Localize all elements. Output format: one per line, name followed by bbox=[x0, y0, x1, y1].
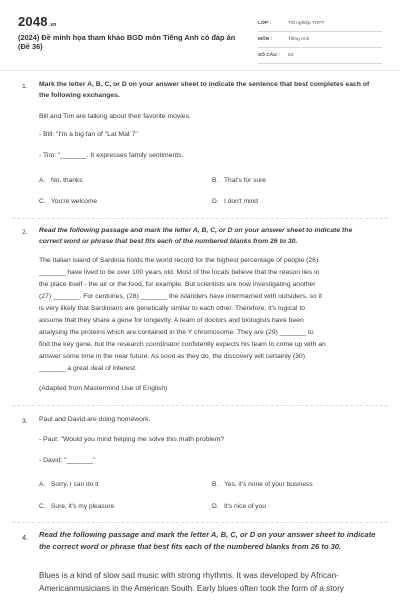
option-letter: A. bbox=[39, 177, 46, 184]
option-letter: C. bbox=[39, 503, 46, 510]
passage-line: is very likely that Sardinians are genetically similar to each other. Therefore, it's logical to bbox=[39, 305, 305, 312]
question-instruction: Read the following passage and mark the letter A, B, C, or D on your answer sheet to indicate the correct word or phrase that best fits each of the numbered blanks from 26 to 30. bbox=[39, 227, 353, 245]
question-instruction: Read the following passage and mark the letter A, B, C, or D on your answer sheet to indicate the correct word or phrase that best fits each of the numbered blanks from 26 to 30. bbox=[39, 530, 376, 552]
question-separator bbox=[12, 405, 388, 406]
passage-line: _______ have lived to be over 100 years old. Most of the locals believe that the reason lies in bbox=[39, 269, 320, 276]
option-text: Sure, it's my pleasure bbox=[51, 503, 115, 510]
meta-row-class bbox=[258, 16, 382, 32]
passage-line: find the key gene, but the research coordinator confidently expects his team to come up with an bbox=[39, 341, 326, 348]
option-text: Yes, it's none of your business bbox=[224, 481, 313, 488]
passage-line: analysing the proteins which are contained in the Y chromosome. They are (29) _______ to bbox=[39, 329, 314, 336]
meta-value: 53 bbox=[288, 53, 294, 58]
answer-option-a[interactable] bbox=[39, 177, 83, 184]
question-context: Paul and David are doing homework. bbox=[39, 416, 151, 423]
document-title: (2024) Đề minh họa tham khảo BGD môn Tiếng Anh có đáp án (Đề 36) bbox=[18, 33, 236, 51]
answer-option-d[interactable] bbox=[212, 503, 266, 510]
dialogue-line: - Tim: "_______. It expresses family sentiments. bbox=[39, 152, 184, 159]
option-text: I don't mind bbox=[224, 198, 258, 205]
option-letter: D. bbox=[212, 198, 219, 205]
question-number: 3. bbox=[22, 418, 28, 425]
meta-key: LỚP : bbox=[258, 21, 272, 26]
passage-line: (27) _______. For centuries, (28) _______ the islanders have intermarried with outsiders, so it bbox=[39, 293, 322, 300]
answer-option-b[interactable] bbox=[212, 177, 266, 184]
meta-key: MÔN : bbox=[258, 37, 273, 42]
dialogue-line: - Bill: "I'm a big fan of "Lat Mat 7" bbox=[39, 131, 138, 138]
meta-row-subject bbox=[258, 32, 382, 48]
question-separator bbox=[12, 522, 388, 523]
meta-value: Tốt nghiệp THPT bbox=[288, 21, 325, 26]
header-divider bbox=[0, 70, 400, 71]
meta-row-count bbox=[258, 48, 382, 64]
passage-source: (Adapted from Mastermind Use of English) bbox=[39, 385, 168, 392]
option-text: No, thanks bbox=[51, 177, 83, 184]
option-letter: B. bbox=[212, 177, 219, 184]
option-text: It's nice of you bbox=[224, 503, 266, 510]
question-instruction: Mark the letter A, B, C, or D on your answer sheet to indicate the sentence that best completes each of the following exchanges. bbox=[39, 81, 370, 99]
option-text: That's for sure bbox=[224, 177, 266, 184]
meta-key: SỐ CÂU : bbox=[258, 53, 280, 58]
passage-line: Americanmusicians in the American South. Early blues often took the form of a story bbox=[39, 584, 344, 593]
option-letter: D. bbox=[212, 503, 219, 510]
question-number: 2. bbox=[22, 229, 28, 236]
question-separator bbox=[12, 218, 388, 219]
answer-option-a[interactable] bbox=[39, 481, 99, 488]
passage-line: the place itself - the air or the food, for example. But scientists are now investigating another bbox=[39, 281, 316, 288]
question-context: Bill and Tim are talking about their favorite movies. bbox=[39, 113, 191, 120]
logo-text: 2048 bbox=[18, 14, 48, 29]
passage-line: assume that they share a gene for longevity. A team of doctors and biologists have been bbox=[39, 317, 304, 324]
passage-line: _______ a great deal of interest. bbox=[39, 365, 137, 372]
option-text: You're welcome bbox=[51, 198, 98, 205]
passage-line: Blues is a kind of slow sad music with strong rhythms. It was developed by African- bbox=[39, 571, 339, 580]
answer-option-b[interactable] bbox=[212, 481, 313, 488]
dialogue-line: - Paul: "Would you mind helping me solve this math problem? bbox=[39, 436, 225, 443]
answer-option-c[interactable] bbox=[39, 198, 97, 205]
meta-value: Tiếng Anh bbox=[288, 37, 310, 42]
question-number: 4. bbox=[22, 533, 29, 542]
document-header bbox=[18, 14, 382, 64]
option-text: Sorry, I can do it bbox=[51, 481, 99, 488]
passage-line: The Italian island of Sardinia holds the world record for the highest percentage of people (26) bbox=[39, 257, 319, 264]
logo-suffix: .vn bbox=[48, 22, 57, 28]
question-number: 1. bbox=[22, 83, 28, 90]
passage-line: answer some time in the near future. As soon as they do, the discovery will certainly (30) bbox=[39, 353, 305, 360]
answer-option-c[interactable] bbox=[39, 503, 114, 510]
meta-table bbox=[258, 16, 382, 64]
option-letter: B. bbox=[212, 481, 219, 488]
option-letter: C. bbox=[39, 198, 46, 205]
answer-option-d[interactable] bbox=[212, 198, 258, 205]
option-letter: A. bbox=[39, 481, 46, 488]
site-logo[interactable] bbox=[18, 14, 57, 29]
dialogue-line: - David: "_______" bbox=[39, 457, 96, 464]
